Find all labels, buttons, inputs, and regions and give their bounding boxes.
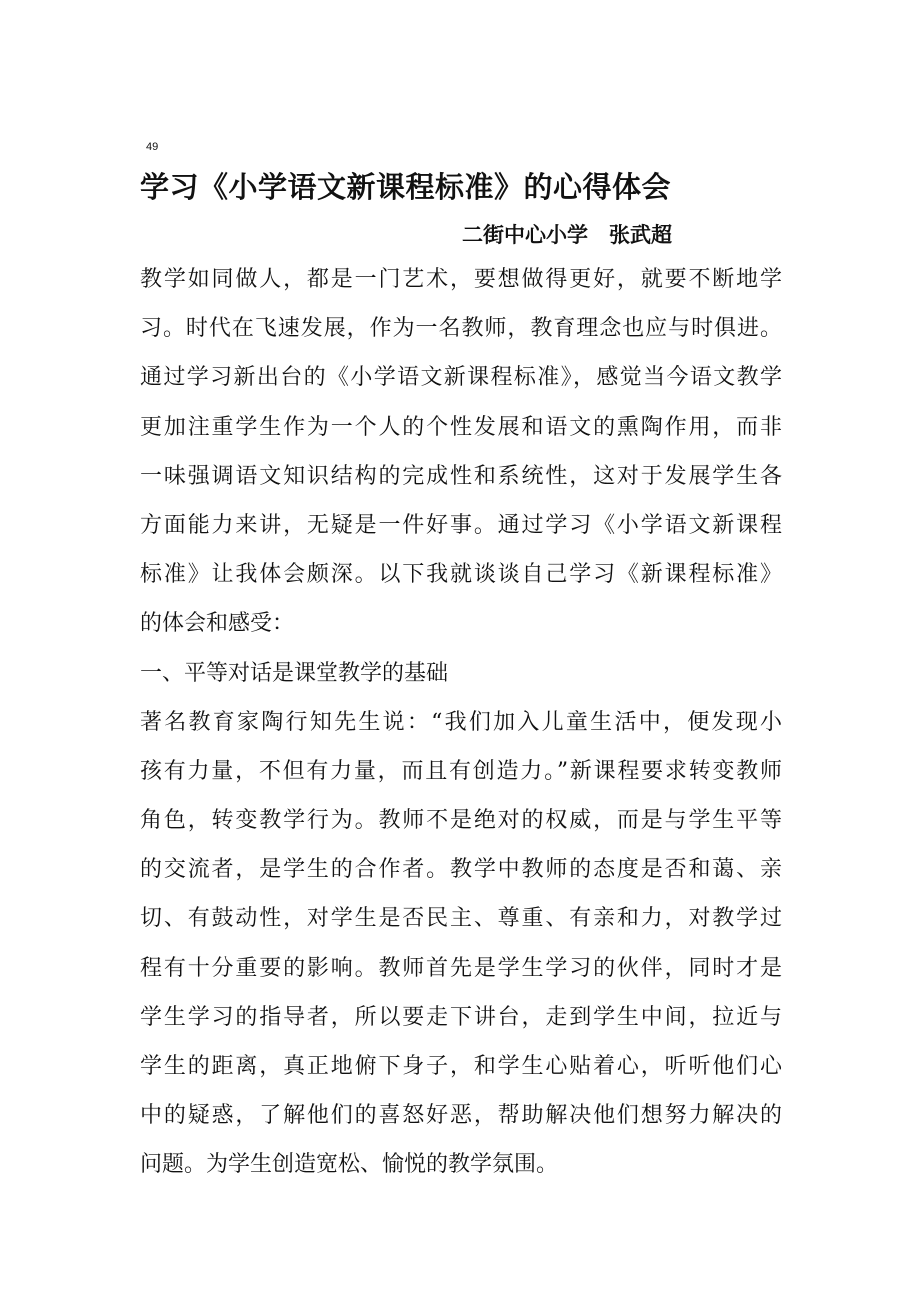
paragraph-line: 程有十分重要的影响。教师首先是学生学习的伙伴，同时才是 — [140, 955, 782, 981]
paragraph-line: 习。时代在飞速发展，作为一名教师，教育理念也应与时俱进。 — [140, 316, 782, 342]
page-number: 49 — [146, 141, 159, 153]
paragraph-line: 学生学习的指导者，所以要走下讲台，走到学生中间，拉近与 — [140, 1004, 782, 1030]
paragraph-line: 更加注重学生作为一个人的个性发展和语文的熏陶作用，而非 — [140, 414, 782, 440]
paragraph-line: 角色，转变教学行为。教师不是绝对的权威，而是与学生平等 — [140, 808, 782, 834]
paragraph-line: 的交流者，是学生的合作者。教学中教师的态度是否和蔼、亲 — [140, 857, 782, 883]
section-heading: 一、平等对话是课堂教学的基础 — [140, 660, 449, 686]
paragraph-line: 中的疑惑，了解他们的喜怒好恶，帮助解决他们想努力解决的 — [140, 1103, 782, 1129]
paragraph-line: 问题。为学生创造宽松、愉悦的教学氛围。 — [140, 1152, 559, 1178]
document-title: 学习《小学语文新课程标准》的心得体会 — [140, 170, 672, 204]
paragraph-line: 方面能力来讲，无疑是一件好事。通过学习《小学语文新课程 — [140, 512, 782, 538]
paragraph-line: 教学如同做人，都是一门艺术，要想做得更好，就要不断地学 — [140, 267, 782, 292]
paragraph-line: 孩有力量，不但有力量，而且有创造力。”新课程要求转变教师 — [140, 758, 782, 784]
paragraph-line: 著名教育家陶行知先生说：“我们加入儿童生活中，便发现小 — [140, 709, 782, 735]
author-line: 二街中心小学 张武超 — [462, 223, 672, 247]
paragraph-line: 通过学习新出台的《小学语文新课程标准》，感觉当今语文教学 — [140, 365, 782, 391]
paragraph-line: 一味强调语文知识结构的完成性和系统性，这对于发展学生各 — [140, 463, 782, 489]
body-text — [140, 255, 782, 1190]
paragraph-line: 切、有鼓动性，对学生是否民主、尊重、有亲和力，对教学过 — [140, 906, 782, 932]
paragraph-line: 学生的距离，真正地俯下身子，和学生心贴着心，听听他们心 — [140, 1054, 782, 1079]
paragraph-line: 标准》让我体会颇深。以下我就谈谈自己学习《新课程标准》 — [140, 562, 782, 588]
paragraph-line: 的体会和感受： — [140, 611, 295, 637]
